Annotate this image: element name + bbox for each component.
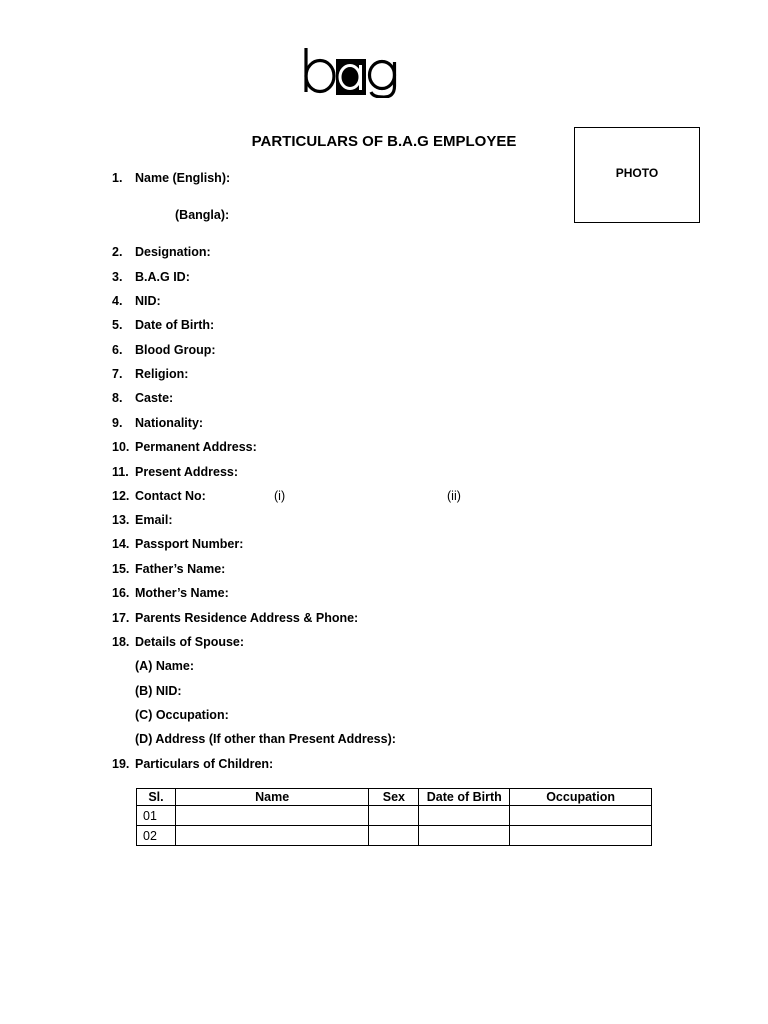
cell-occupation	[510, 806, 652, 826]
spouse-address: (D) Address (If other than Present Address):	[135, 732, 396, 746]
field-name-bangla: (Bangla):	[175, 208, 230, 222]
field-caste: 8. Caste:	[112, 391, 174, 405]
cell-sl: 01	[137, 806, 176, 826]
cell-occupation	[510, 826, 652, 846]
cell-sl: 02	[137, 826, 176, 846]
field-nationality: 9. Nationality:	[112, 416, 204, 430]
col-header-sl: Sl.	[137, 789, 176, 806]
cell-sex	[369, 806, 419, 826]
table-header-row	[137, 789, 652, 806]
photo-box	[574, 127, 700, 223]
field-present-address: 11. Present Address:	[112, 465, 239, 479]
field-spouse-details: 18. Details of Spouse:	[112, 635, 245, 649]
contact-part-ii: (ii)	[447, 489, 461, 503]
children-table	[136, 788, 652, 846]
field-mothers-name: 16. Mother’s Name:	[112, 586, 229, 600]
bag-logo	[303, 46, 399, 98]
cell-name	[175, 826, 368, 846]
field-contact-no: 12. Contact No:	[112, 489, 206, 503]
field-name-english: 1. Name (English):	[112, 171, 231, 185]
page-title: PARTICULARS OF B.A.G EMPLOYEE	[251, 133, 517, 150]
field-nid: 4. NID:	[112, 294, 161, 308]
cell-sex	[369, 826, 419, 846]
contact-part-i: (i)	[274, 489, 286, 503]
spouse-occupation: (C) Occupation:	[135, 708, 229, 722]
table-row	[137, 806, 652, 826]
field-fathers-name: 15. Father’s Name:	[112, 562, 226, 576]
field-date-of-birth: 5. Date of Birth:	[112, 318, 215, 332]
table-row	[137, 826, 652, 846]
field-designation: 2. Designation:	[112, 245, 211, 259]
field-religion: 7. Religion:	[112, 367, 189, 381]
field-parents-residence: 17. Parents Residence Address & Phone:	[112, 611, 359, 625]
spouse-nid: (B) NID:	[135, 684, 182, 698]
field-bag-id: 3. B.A.G ID:	[112, 270, 190, 284]
col-header-sex: Sex	[369, 789, 419, 806]
col-header-date-of-birth: Date of Birth	[419, 789, 510, 806]
spouse-name: (A) Name:	[135, 659, 195, 673]
field-permanent-address: 10. Permanent Address:	[112, 440, 257, 454]
photo-label: PHOTO	[615, 166, 659, 180]
field-passport-number: 14. Passport Number:	[112, 537, 244, 551]
col-header-occupation: Occupation	[510, 789, 652, 806]
field-children: 19. Particulars of Children:	[112, 757, 274, 771]
col-header-name: Name	[175, 789, 368, 806]
cell-name	[175, 806, 368, 826]
field-email: 13. Email:	[112, 513, 173, 527]
cell-date-of-birth	[419, 826, 510, 846]
field-blood-group: 6. Blood Group:	[112, 343, 216, 357]
cell-date-of-birth	[419, 806, 510, 826]
